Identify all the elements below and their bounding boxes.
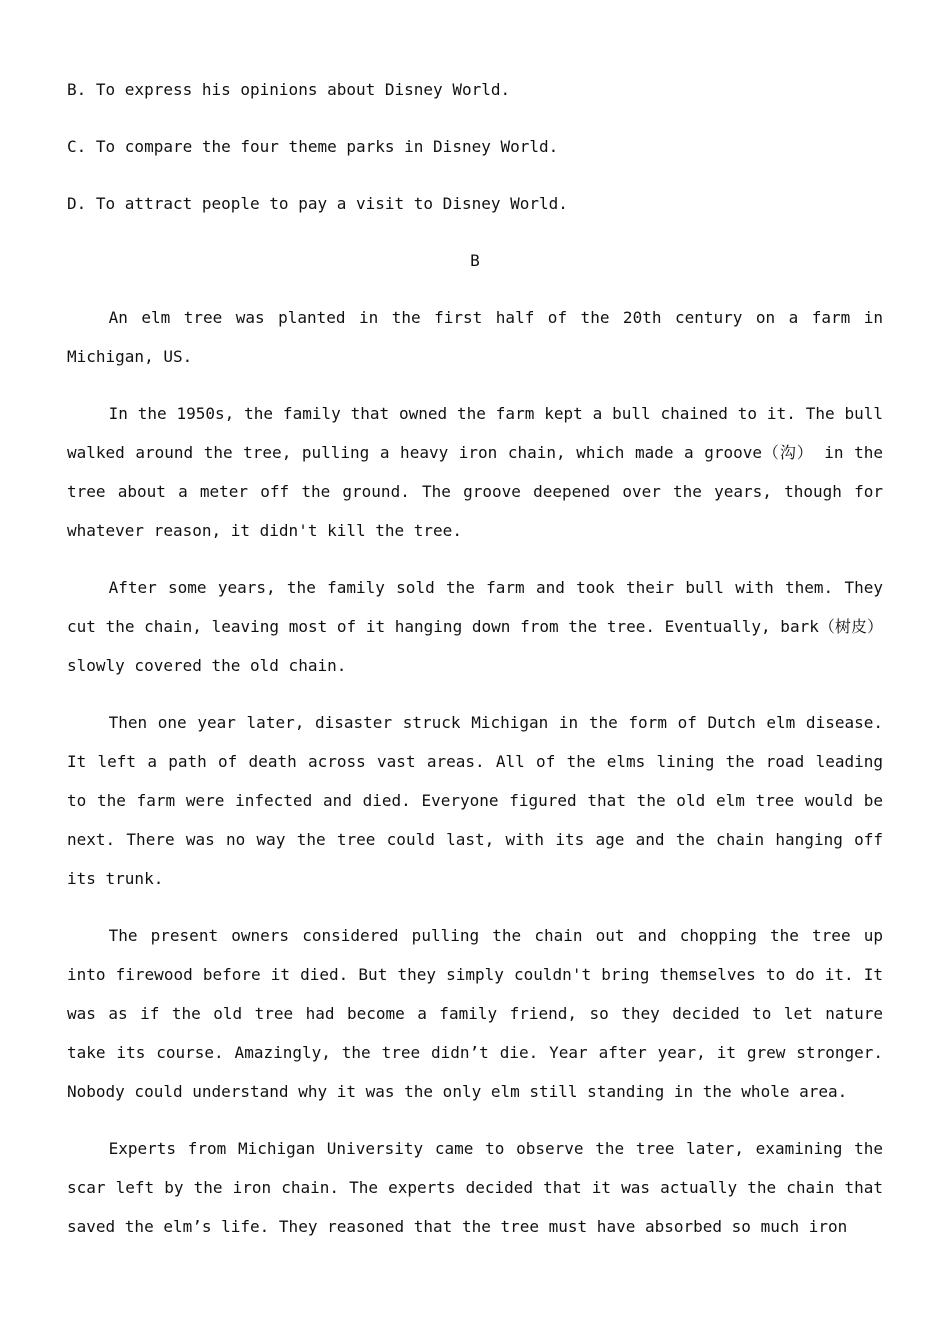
document-page <box>67 70 883 1264</box>
paragraph-1: An elm tree was planted in the first half of the 20th century on a farm in Michigan, US. <box>67 308 883 366</box>
paragraph-6: Experts from Michigan University came to observe the tree later, examining the scar left by the iron chain. The experts decided that it was actually the chain that saved the elm’s life. They reasoned that the tree must have absorbed so much iron <box>67 1139 883 1236</box>
paragraph-2: In the 1950s, the family that owned the farm kept a bull chained to it. The bull walked around the tree, pulling a heavy iron chain, which made a groove（沟） in the tree about a meter off the ground. The groove deepened over the years, though for whatever reason, it didn't kill the tree. <box>67 404 883 540</box>
answer-option-b: B. To express his opinions about Disney World. <box>67 80 511 99</box>
answer-option-c: C. To compare the four theme parks in Disney World. <box>67 137 559 156</box>
paragraph-4: Then one year later, disaster struck Michigan in the form of Dutch elm disease. It left a path of death across vast areas. All of the elms lining the road leading to the farm were infected and died. Everyone figured that the old elm tree would be next. There was no way the tree could last, with its age and the chain hanging off its trunk. <box>67 713 883 888</box>
answer-option-d: D. To attract people to pay a visit to Disney World. <box>67 194 568 213</box>
paragraph-3: After some years, the family sold the farm and took their bull with them. They cut the chain, leaving most of it hanging down from the tree. Eventually, bark（树皮）slowly covered the old chain. <box>67 578 883 675</box>
section-heading: B <box>470 251 480 270</box>
paragraph-5: The present owners considered pulling the chain out and chopping the tree up into firewood before it died. But they simply couldn't bring themselves to do it. It was as if the old tree had become a family friend, so they decided to let nature take its course. Amazingly, the tree didn’t die. Year after year, it grew stronger. Nobody could understand why it was the only elm still standing in the whole area. <box>67 926 883 1101</box>
